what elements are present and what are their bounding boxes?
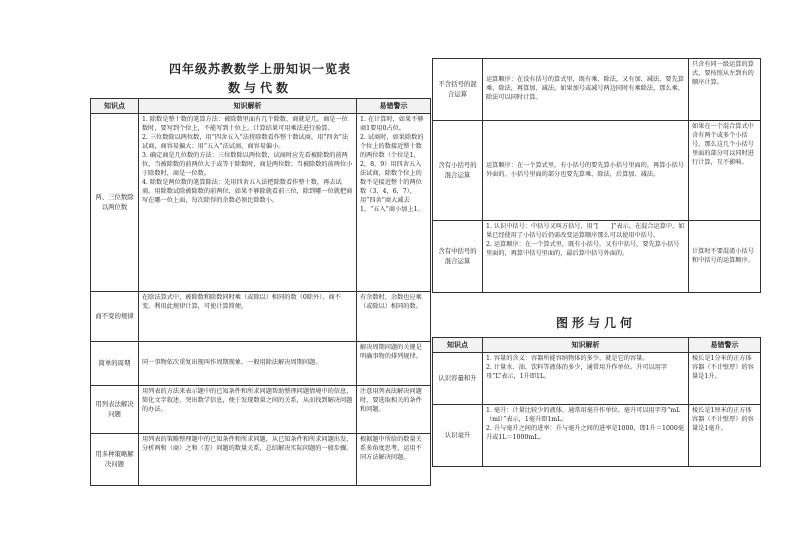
table-row	[91, 292, 431, 342]
table-row	[91, 386, 431, 434]
row-warning: 棱长是1厘米的正方体容器（不计壁厚）的容量是1毫升。	[689, 405, 761, 467]
table-row	[433, 121, 761, 221]
row-warning: 计算时不要混淆小括号和中括号的运算顺序。	[689, 221, 761, 293]
table-row	[433, 405, 761, 467]
header-warning: 易错警示	[689, 338, 761, 353]
row-analysis	[139, 114, 357, 292]
table-row	[433, 59, 761, 121]
row-topic: 两、三位数除以两位数	[91, 114, 139, 292]
analysis-paragraph: 3. 确定商是几位数的方法：三位数除以两位数，试商时应先看被除数的前两位，当被除数的前两位大于或等于除数时，商是两位数；当被除数的前两位小于除数时，商是一位数。	[142, 152, 353, 178]
table-row	[91, 434, 431, 486]
table-row	[91, 114, 431, 292]
analysis-paragraph: 用列表的策略整理题中的已知条件和所求问题，从已知条件和所求问题出发，分析两和（商）之和（差）问题的数量关系，总结解决实际问题的一般步骤。	[142, 436, 353, 453]
row-topic: 认识容量和升	[433, 353, 483, 405]
row-analysis	[139, 292, 357, 342]
header-analysis: 知识解析	[483, 338, 689, 353]
analysis-paragraph: 同一事物依次重复出现叫作周期现象。一般用除法解决周期问题。	[142, 359, 322, 367]
row-topic: 简单的周期	[91, 342, 139, 386]
row-topic: 商不变的规律	[91, 292, 139, 342]
table-header-row	[91, 99, 431, 114]
row-analysis: 1. 毫升：计量比较少的液体，通常用毫升作单位。毫升可以用字母“mL（ml）”表示，1毫升即1mL。 2. 升与毫升之间的进率：升与毫升之间的进率是1000，即1升＝1000毫升或1L＝1000mL。	[483, 405, 689, 467]
number-algebra-table	[90, 98, 431, 486]
mixed-operations-table	[432, 58, 761, 293]
row-analysis	[139, 434, 357, 486]
row-warning: 注意用列表法解决问题时，要选取相关的条件和问题。	[357, 386, 431, 434]
row-analysis	[139, 342, 357, 386]
row-warning: 有余数时，余数也应乘（或除以）相同的数。	[357, 292, 431, 342]
row-analysis	[139, 386, 357, 434]
row-warning: 棱长是1分米的正方体容器（不计壁厚）的容量是1升。	[689, 353, 761, 405]
header-analysis: 知识解析	[139, 99, 357, 114]
section-title-geometry: 图形与几何	[555, 316, 636, 330]
row-warning: 根据题中所给的数量关系多角度思考，运用不同方法解决问题。	[357, 434, 431, 486]
analysis-paragraph: 1. 除数是整十数的笔算方法：被除数里面有几个除数，商就是几。商是一位数时，要写到个位上，不能写到十位上。计算结果可用乘法进行验算。	[142, 116, 348, 133]
row-topic: 不含括号的混合运算	[433, 59, 483, 121]
header-topic: 知识点	[91, 99, 139, 114]
header-warning: 易错警示	[357, 99, 431, 114]
row-topic: 用列表法解决问题	[91, 386, 139, 434]
row-analysis: 运算顺序：在没有括号的算式里，既有乘、除法，又有加、减法，要先算乘、除法，再算加、减法。如果加号或减号两边同时有乘除法，那么乘、除法可以同时计算。	[483, 59, 689, 121]
right-page	[432, 58, 760, 467]
row-topic: 认识毫升	[433, 405, 483, 467]
document-title: 四年级苏教数学上册知识一览表	[168, 62, 351, 76]
row-analysis: 1. 认识中括号：中括号又叫方括号，用“[ ]”表示。在混合运算中，如果已经使用了小括号后仍需改变运算顺序那么可以使用中括号。 2. 运算顺序：在一个算式里，既有小括号，又有中括号，要先算小括号里面的，再算中括号里面的，最后算中括号外面的。	[483, 221, 689, 293]
header-topic: 知识点	[433, 338, 483, 353]
row-analysis: 1. 容量的含义：容器所能容纳物体的多少，就是它的容量。 2. 计量水、油、饮料等液体的多少，通常用升作单位。升可以用字母“L”表示，1升即1L。	[483, 353, 689, 405]
table-row	[433, 353, 761, 405]
table-row	[433, 221, 761, 293]
table-header-row	[433, 338, 761, 353]
analysis-paragraph: 2. 三位数除以两位数，用“四舍五入”法将除数看作整十数试商。用“四舍”法试商，商容易偏大；用“五入”法试商，商容易偏小。	[142, 134, 349, 151]
row-warning: 如果在一个混合算式中含有两个或多个小括号，那么这几个小括号里面的部分可以同时进行计算，互不影响。	[689, 121, 761, 221]
row-topic: 用多种策略解决问题	[91, 434, 139, 486]
section-title-number-algebra: 数与代数	[227, 81, 292, 95]
analysis-paragraph: 4. 除数是两位数的笔算除法：先用四舍五入法把除数看作整十数，再去试商。用除数试除被除数的前两位，如果不够除就看前三位，除到哪一位就把商写在哪一位上面，每次除得的余数必须比除数小。	[142, 179, 353, 204]
left-page	[90, 60, 430, 486]
row-topic: 含有小括号的混合运算	[433, 121, 483, 221]
analysis-paragraph: 用列表的方法来表示题中的已知条件和所求问题帮助整理问题情境中的信息，简化文字叙述，突出数学信息，便于发现数量之间的关系，从而找到解决问题的办法。	[142, 388, 353, 414]
analysis-paragraph: 在除法算式中，被除数和除数同时乘（或除以）相同的数（0除外），商不变。利用此规律计算，可使计算简便。	[142, 294, 341, 311]
row-analysis: 运算顺序：在一个算式里，有小括号的要先算小括号里面的，再算小括号外面的。小括号里面的部分也要先算乘、除法，后算加、减法。	[483, 121, 689, 221]
row-warning: 解决周期问题的关键是明确事物的排列规律。	[357, 342, 431, 386]
geometry-table	[432, 337, 761, 467]
table-row	[91, 342, 431, 386]
row-warning: 只含有同一级运算的算式，要按照从左到右的顺序计算。	[689, 59, 761, 121]
row-warning: 1. 在计算时，如果不够商1要用0占位。 2. 试商时，如果除数的个位上的数接近整十数的两位数（个位是1，2，8，9）用四舍五入法试商，除数个位上的数不是接近整十的两位数（3，4，6，7），用“四舍”商大减去1，“五入”商小加上1。	[357, 114, 431, 292]
row-topic: 含有中括号的混合运算	[433, 221, 483, 293]
